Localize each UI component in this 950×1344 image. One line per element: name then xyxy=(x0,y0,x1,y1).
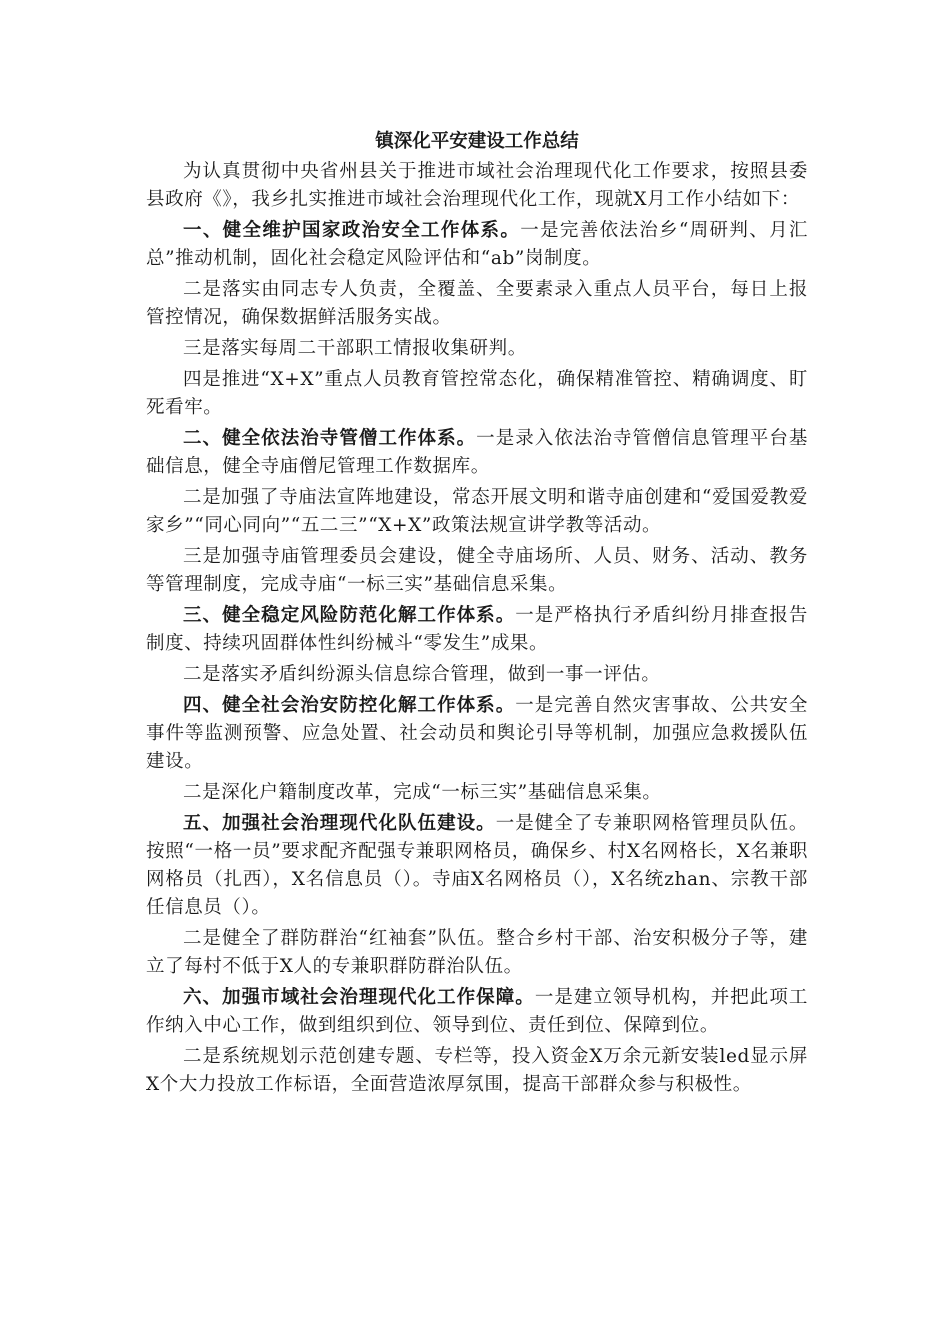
paragraph-text: 二是健全了群防群治“红袖套”队伍。整合乡村干部、治安积极分子等，建立了每村不低于X人的专兼职群防群治队伍。 xyxy=(146,928,808,977)
paragraph-item xyxy=(146,484,808,540)
paragraph-text: 三是落实每周二干部职工情报收集研判。 xyxy=(183,338,527,359)
paragraph-section-6 xyxy=(146,984,808,1040)
paragraph-text: 二是深化户籍制度改革，完成“一标三实”基础信息采集。 xyxy=(183,782,662,803)
paragraph-section-2 xyxy=(146,425,808,481)
paragraph-section-3 xyxy=(146,602,808,658)
paragraph-lead: 三、健全稳定风险防范化解工作体系。 xyxy=(183,605,516,626)
paragraph-text: 四是推进“X+X”重点人员教育管控常态化，确保精准管控、精确调度、盯死看牢。 xyxy=(146,369,808,418)
paragraph-section-1 xyxy=(146,217,808,273)
paragraph-item xyxy=(146,1043,808,1099)
paragraph-lead: 一、健全维护国家政治安全工作体系。 xyxy=(183,220,521,241)
paragraph-section-5 xyxy=(146,810,808,922)
paragraph-text: 一是严格执行矛盾纠纷月排查报告制度、持续巩固群体性纠纷械斗“零发生”成果。 xyxy=(146,605,808,654)
paragraph-text: 一是录入依法治寺管僧信息管理平台基础信息，健全寺庙僧尼管理工作数据库。 xyxy=(146,428,808,477)
paragraph-text: 二是加强了寺庙法宣阵地建设，常态开展文明和谐寺庙创建和“爱国爱教爱家乡”“同心同向”“五二三”“X+X”政策法规宣讲学教等活动。 xyxy=(146,487,808,536)
paragraph-text: 二是落实由同志专人负责，全覆盖、全要素录入重点人员平台，每日上报管控情况，确保数据鲜活服务实战。 xyxy=(146,279,808,328)
paragraph-text: 三是加强寺庙管理委员会建设，健全寺庙场所、人员、财务、活动、教务等管理制度，完成寺庙“一标三实”基础信息采集。 xyxy=(146,546,808,595)
paragraph-item xyxy=(146,543,808,599)
paragraph-item xyxy=(146,366,808,422)
document-page xyxy=(146,127,808,1102)
paragraph-intro xyxy=(146,158,808,214)
paragraph-text: 一是完善自然灾害事故、公共安全事件等监测预警、应急处置、社会动员和舆论引导等机制，加强应急救援队伍建设。 xyxy=(146,695,808,772)
paragraph-lead: 五、加强社会治理现代化队伍建设。 xyxy=(183,813,496,834)
paragraph-item xyxy=(146,276,808,332)
paragraph-text: 为认真贯彻中央省州县关于推进市域社会治理现代化工作要求，按照县委县政府《》，我乡扎实推进市域社会治理现代化工作，现就X月工作小结如下： xyxy=(146,161,808,210)
paragraph-text: 一是完善依法治乡“周研判、月汇总”推动机制，固化社会稳定风险评估和“ab”岗制度。 xyxy=(146,220,809,269)
paragraph-item xyxy=(146,661,808,689)
paragraph-text: 二是落实矛盾纠纷源头信息综合管理，做到一事一评估。 xyxy=(183,664,661,685)
paragraph-text: 一是建立领导机构，并把此项工作纳入中心工作，做到组织到位、领导到位、责任到位、保障到位。 xyxy=(146,987,808,1036)
paragraph-lead: 六、加强市域社会治理现代化工作保障。 xyxy=(183,987,535,1008)
paragraph-lead: 四、健全社会治安防控化解工作体系。 xyxy=(183,695,516,716)
paragraph-item xyxy=(146,779,808,807)
paragraph-lead: 二、健全依法治寺管僧工作体系。 xyxy=(183,428,477,449)
paragraph-item xyxy=(146,335,808,363)
paragraph-item xyxy=(146,925,808,981)
document-title: 镇深化平安建设工作总结 xyxy=(375,131,579,152)
paragraph-text: 二是系统规划示范创建专题、专栏等，投入资金X万余元新安装led显示屏X个大力投放工作标语，全面营造浓厚氛围，提高干部群众参与积极性。 xyxy=(146,1046,808,1095)
paragraph-text: 一是健全了专兼职网格管理员队伍。按照“一格一员”要求配齐配强专兼职网格员，确保乡、村X名网格长，X名兼职网格员（扎西），X名信息员（）。寺庙X名网格员（），X名统zhan、宗教干部任信息员（）。 xyxy=(146,813,808,918)
paragraph-section-4 xyxy=(146,692,808,776)
